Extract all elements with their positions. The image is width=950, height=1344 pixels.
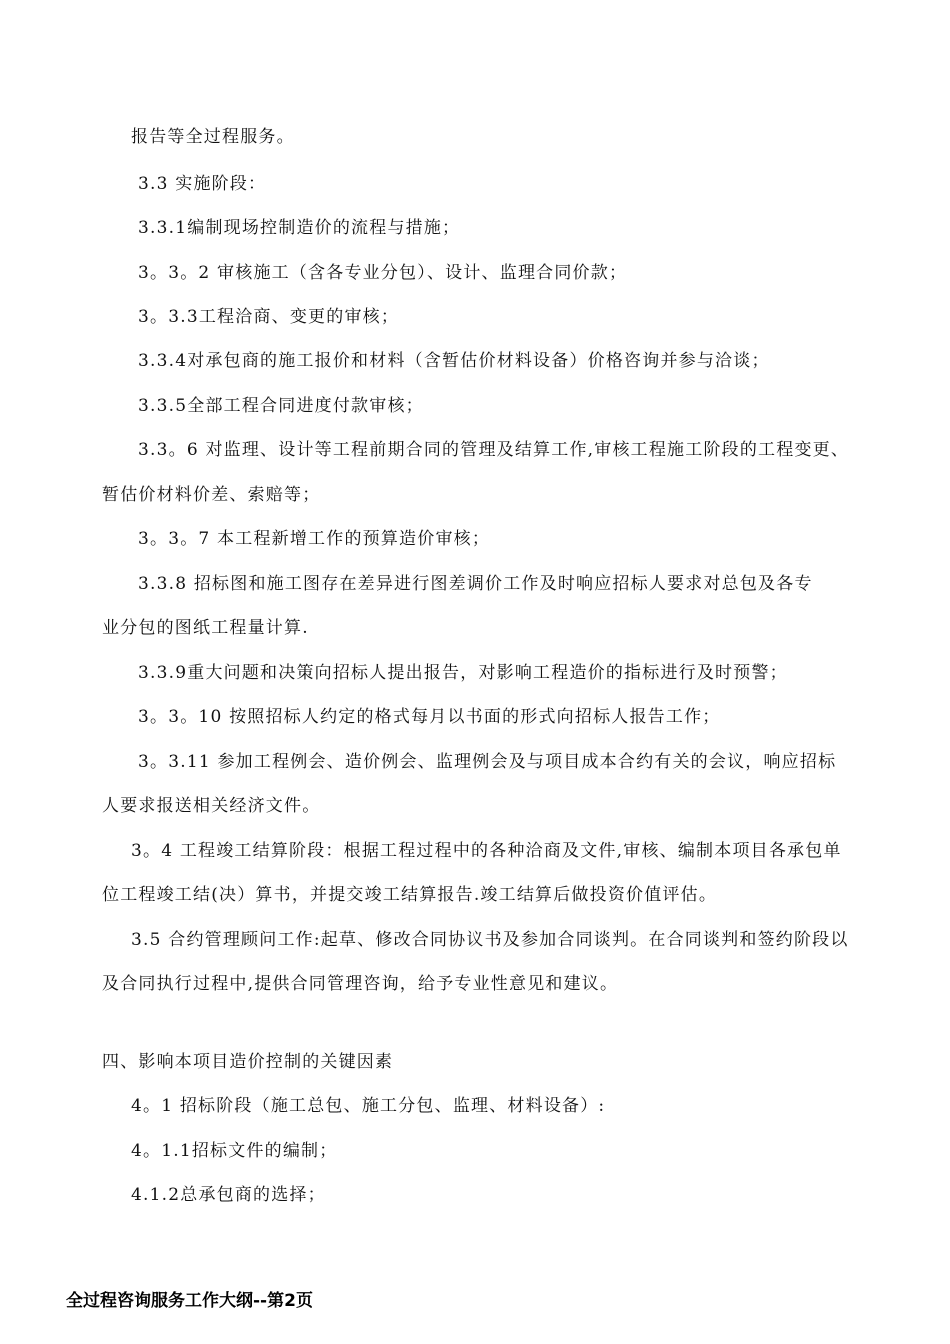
text-line-3-3-9: 3.3.9重大问题和决策向招标人提出报告，对影响工程造价的指标进行及时预警； — [138, 663, 788, 683]
section-heading-3-3: 3.3 实施阶段： — [138, 174, 267, 194]
text-line-1: 报告等全过程服务。 — [131, 127, 295, 147]
text-line-3-3-1: 3.3.1编制现场控制造价的流程与措施； — [138, 218, 461, 238]
page-footer: 全过程咨询服务工作大纲--第2页 — [66, 1291, 313, 1311]
text-line-3-3-8-cont: 业分包的图纸工程量计算. — [102, 618, 309, 638]
text-line-4-1-2: 4.1.2总承包商的选择； — [131, 1185, 326, 1205]
text-line-3-5: 3.5 合约管理顾问工作:起草、修改合同协议书及参加合同谈判。在合同谈判和签约阶段以 — [131, 930, 849, 950]
text-line-3-3-8: 3.3.8 招标图和施工图存在差异进行图差调价工作及时响应招标人要求对总包及各专 — [138, 574, 813, 594]
text-line-3-3-11: 3。3.11 参加工程例会、造价例会、监理例会及与项目成本合约有关的会议，响应招标 — [138, 752, 837, 772]
text-line-3-3-11-cont: 人要求报送相关经济文件。 — [102, 796, 321, 816]
text-line-3-3-7: 3。3。7 本工程新增工作的预算造价审核； — [138, 529, 491, 549]
text-line-3-3-6-cont: 暂估价材料价差、索赔等； — [102, 485, 321, 505]
text-line-3-3-6: 3.3。6 对监理、设计等工程前期合同的管理及结算工作,审核工程施工阶段的工程变更、 — [138, 440, 850, 460]
text-line-3-3-5: 3.3.5全部工程合同进度付款审核； — [138, 396, 424, 416]
text-line-3-4-cont: 位工程竣工结(决）算书，并提交竣工结算报告.竣工结算后做投资价值评估。 — [102, 885, 718, 905]
text-line-4-1-1: 4。1.1招标文件的编制； — [131, 1141, 338, 1161]
text-line-4-1: 4。1 招标阶段（施工总包、施工分包、监理、材料设备）: — [131, 1096, 606, 1116]
text-line-3-3-10: 3。3。10 按照招标人约定的格式每月以书面的形式向招标人报告工作； — [138, 707, 721, 727]
text-line-3-4: 3。4 工程竣工结算阶段：根据工程过程中的各种洽商及文件,审核、编制本项目各承包单 — [131, 841, 842, 861]
text-line-3-3-4: 3.3.4对承包商的施工报价和材料（含暂估价材料设备）价格咨询并参与洽谈； — [138, 351, 770, 371]
section-heading-4: 四、影响本项目造价控制的关键因素 — [102, 1052, 394, 1072]
text-line-3-3-2: 3。3。2 审核施工（含各专业分包）、设计、监理合同价款； — [138, 263, 628, 283]
text-line-3-5-cont: 及合同执行过程中,提供合同管理咨询，给予专业性意见和建议。 — [102, 974, 619, 994]
text-line-3-3-3: 3。3.3工程洽商、变更的审核； — [138, 307, 400, 327]
